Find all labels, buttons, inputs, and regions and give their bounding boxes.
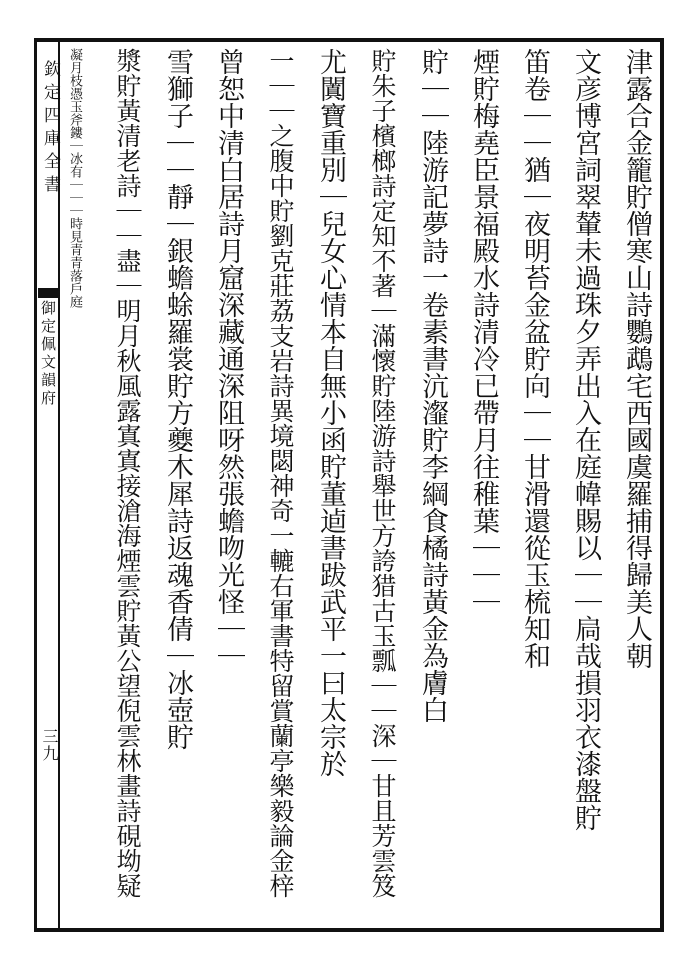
text-column-8: 一｜｜之腹中貯劉克莊荔支岩詩異境閟神奇一轆右軍書特留賞蘭亭樂毅論金梓	[266, 48, 295, 898]
frame-left-rule	[34, 38, 37, 932]
text-column-10: 雪獅子｜｜靜｜銀蟾蜍羅裳貯方夔木犀詩返魂香倩｜冰壺貯	[162, 48, 193, 750]
text-column-1: 津露合金籠貯僧寒山詩鸚鵡宅西國虞羅捕得歸美人朝	[621, 48, 652, 669]
text-column-9: 曾恕中清白居詩月窟深藏通深阻呀然張蟾吻光怪｜｜	[213, 48, 244, 669]
text-column-11: 漿貯黃清老詩｜｜盡｜明月秋風露寘寘接滄海煙雲貯黃公望倪雲林畫詩硯坳疑	[113, 48, 142, 898]
frame-bottom-rule	[34, 928, 664, 932]
text-column-4: 煙貯梅堯臣景福殿水詩清冷已帶月往稚葉｜｜｜	[468, 48, 499, 615]
text-column-7: 尤闐寶重別｜兒女心情本自無小函貯董逌書跋武平一曰太宗於	[315, 48, 346, 777]
page-number: 三九	[40, 728, 59, 762]
margin-series-title: 欽定四庫全書	[40, 60, 60, 198]
text-column-12: 凝月枝憑玉斧鏤｜冰有｜｜｜時見青青落戶庭	[67, 48, 82, 308]
margin-book-title: 御定佩文韻府	[39, 300, 57, 408]
text-column-5: 貯｜｜陸游記夢詩一卷素書沆瀣貯李綱食橘詩黃金為膚白	[417, 48, 448, 723]
text-column-6: 貯朱子檳榔詩定知不著｜滿懷貯陸游詩舉世方誇猎古玉瓢｜｜深｜甘且芳雲笈	[368, 48, 397, 898]
text-column-3: 笛卷｜｜猶｜夜明苔金盆貯向｜｜甘滑還從玉梳知和	[519, 48, 550, 669]
frame-right-rule	[660, 38, 664, 932]
frame-top-rule	[34, 38, 664, 42]
margin-black-tab	[38, 288, 58, 298]
text-column-2: 文彦博宮詞翠輦未過珠夕弄出入在庭幃賜以｜｜扃哉損羽衣漆盤貯	[570, 48, 601, 831]
